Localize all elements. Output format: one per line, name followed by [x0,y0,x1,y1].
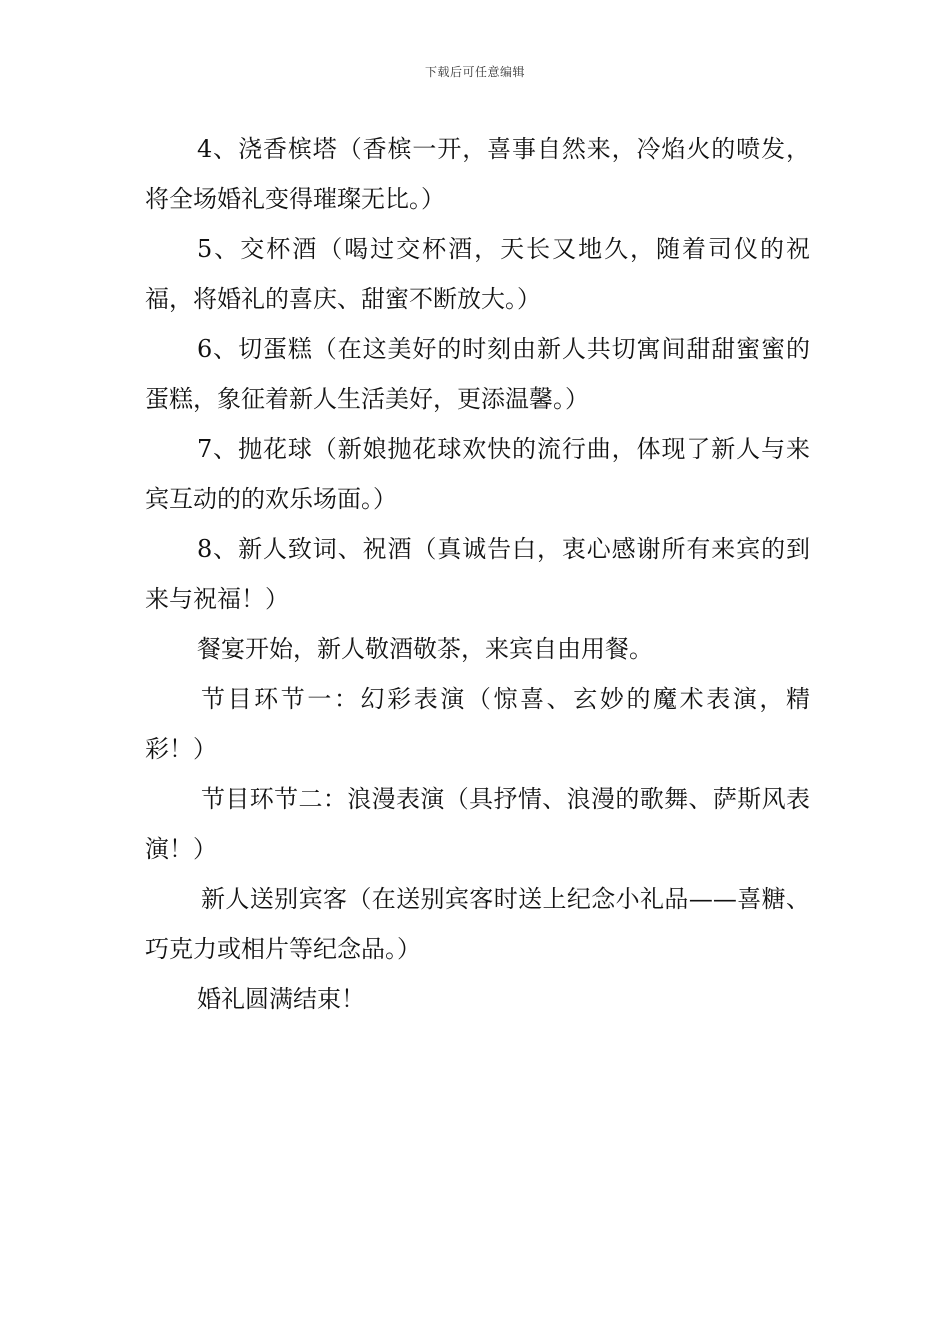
paragraph-program-two: 节目环节二：浪漫表演（具抒情、浪漫的歌舞、萨斯风表演！） [145,785,810,863]
paragraph-champagne-tower: 4、浇香槟塔（香槟一开，喜事自然来，冷焰火的喷发，将全场婚礼变得璀璨无比。） [145,135,810,213]
paragraph-throw-bouquet: 7、抛花球（新娘抛花球欢快的流行曲，体现了新人与来宾互动的的欢乐场面。） [145,435,810,513]
page-header: 下载后可任意编辑 [424,65,525,79]
paragraph-cut-cake: 6、切蛋糕（在这美好的时刻由新人共切寓间甜甜蜜蜜的蛋糕，象征着新人生活美好，更添温馨。） [145,335,810,413]
paragraph-newlyweds-speech: 8、新人致词、祝酒（真诚告白，衷心感谢所有来宾的到来与祝福！） [145,535,810,613]
paragraph-cross-cup-wine: 5、交杯酒（喝过交杯酒，天长又地久，随着司仪的祝福，将婚礼的喜庆、甜蜜不断放大。） [145,235,810,313]
paragraph-banquet-start: 餐宴开始，新人敬酒敬茶，来宾自由用餐。 [197,635,653,663]
document-body [145,124,810,1024]
paragraph-ceremony-end: 婚礼圆满结束！ [197,985,365,1013]
paragraph-farewell-guests: 新人送别宾客（在送别宾客时送上纪念小礼品——喜糖、巧克力或相片等纪念品。） [145,885,810,963]
paragraph-program-one: 节目环节一：幻彩表演（惊喜、玄妙的魔术表演，精彩！） [145,685,810,763]
